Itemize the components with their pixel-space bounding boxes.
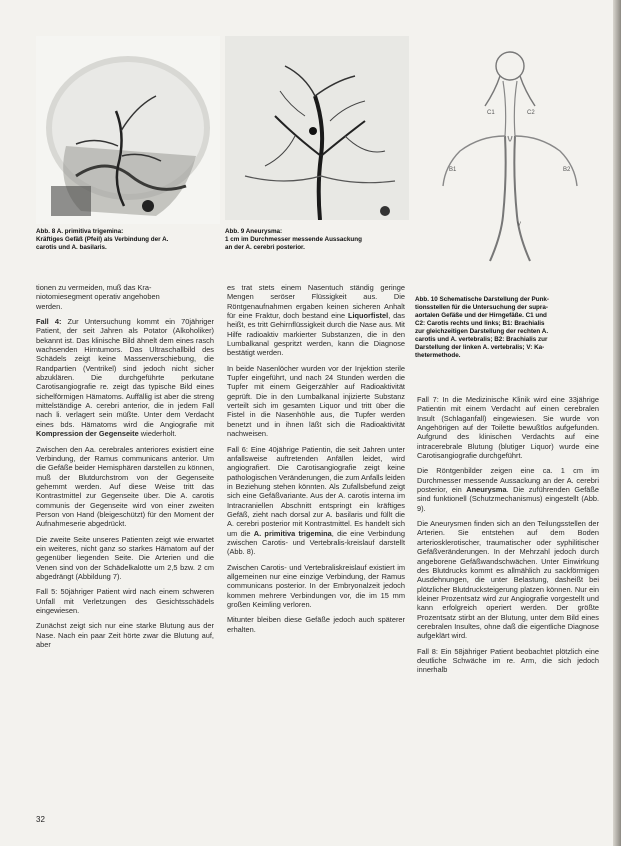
- col2-paragraph-1: [227, 283, 405, 358]
- col2-paragraph-case-6: [227, 445, 405, 557]
- case-4-label: Fall 4:: [36, 317, 62, 327]
- col1-paragraph-4: Die zweite Seite unseres Patienten zeigt wie erwartet ein weiteres, nicht ganz so starkes Hämatom auf der gegenüber liegenden Seite. Die Arterien und die Venen sind von der Schädelkalotte um 2,5 bzw. 2 cm abgedrängt (Abbildung 7).: [36, 534, 214, 581]
- text-column-1: [36, 283, 214, 655]
- svg-text:B1: B1: [449, 167, 457, 173]
- case-4-text-end: wiederholt.: [138, 429, 177, 439]
- vessel-schematic-drawing: [415, 36, 605, 276]
- col1-paragraph-case-5: Fall 5: 50jähriger Patient wird nach einem schweren Unfall mit Verletzungen des Gesichtsschädels eingewiesen.: [36, 587, 214, 615]
- skull-angiogram-drawing: [36, 36, 220, 224]
- case-4-emphasis: Kompression der Gegenseite: [36, 429, 139, 439]
- col3-paragraph-case-7: Fall 7: In die Medizinische Klinik wird eine 33jährige Patientin mit einem Verdacht auf einen cerebralen Insult (Schlaganfall) eingewiesen. Sie wurde von Angehörigen auf der Toilette bewußtlos aufgefunden. Aufgrund des klinischen Verdachts auf eine intracerebrale Blutung (blutiger Liquor) wurde eine Carotisangiografie durchgeführt.: [417, 395, 599, 461]
- col3-p2-text: Die Röntgenbilder zeigen eine ca. 1 cm im Durchmesser messende Aussackung an der A. cerebri posterior, ein: [417, 466, 599, 495]
- col1-paragraph-1: tionen zu vermeiden, muß das Kra- niotomiesegment operativ angehoben werden.: [36, 283, 160, 311]
- svg-text:B2: B2: [563, 167, 571, 173]
- figure-10-caption: Abb. 10 Schematische Darstellung der Punk- tionsstellen für die Untersuchung der supra- aortalen Gefäße und der Hirngefäße. C1 und C2: Carotis rechts und links; B1: Brachialis zur gleichzeitigen Darstellung der rechten A. carotis und A. vertebralis; B2: Brachialis zur Darstellung der linken A. vertebralis; V: Ka- thetermethode.: [415, 296, 550, 359]
- page-edge-shadow: [613, 0, 621, 846]
- aneurysma-emphasis: Aneurysma: [466, 485, 507, 495]
- col3-paragraph-case-8: Fall 8: Ein 58jähriger Patient beobachtet plötzlich eine deutliche Schwäche im re. Arm, die sich jedoch innerhalb: [417, 646, 599, 675]
- case-6-text-end: , die eine Verbindung zwischen Carotis- und Vertebralis-kreislauf darstellt (Abb. 8).: [227, 528, 405, 557]
- col1-paragraph-case-4: [36, 317, 214, 438]
- col2-p1-end: , das heißt, es tritt Gehirnflüssigkeit durch die Nase aus. Mit Hilfe radioaktiv markierter Substanzen, die in den Lumbalkanal gespritzt werden, kann die Diagnose bestätigt werden.: [227, 311, 405, 358]
- col2-paragraph-5: Mitunter bleiben diese Gefäße jedoch auch späterer erhalten.: [227, 615, 405, 634]
- col3-paragraph-2: [417, 466, 599, 513]
- col3-p2-end: . Die zuführenden Gefäße sind funktionell (Schutzmechanismus) eingestellt (Abb. 9).: [417, 485, 599, 513]
- figure-8-caption: Abb. 8 A. primitiva trigemina: Kräftiges Gefäß (Pfeil) als Verbindung der A. carotis und A. basilaris.: [36, 228, 169, 251]
- col2-paragraph-2: In beide Nasenlöcher wurden vor der Injektion sterile Tupfer eingeführt, und nach 24 Stunden werden die Tupfer mit einem Geigerzähler auf Radioaktivität geprüft. Die in den Lumbalkanal injizierte Substanz verteilt sich im gesamten Liquor und tritt über die Fistel in die Nasenhöhle aus, die Tupfer werden benetzt und in ihnen läßt sich die Radioaktivität nachweisen.: [227, 363, 405, 439]
- trigemina-emphasis: A. primitiva trigemina: [253, 528, 332, 538]
- col2-paragraph-4: Zwischen Carotis- und Vertebraliskreislauf existiert im allgemeinen nur eine einzige Verbindung, der Ramus communicans posterior. In der Embryonalzeit jedoch kommen mehrere Verbindungen vor, die im 15 mm großen Keimling verloren.: [227, 562, 405, 609]
- col1-paragraph-3: Zwischen den Aa. cerebrales anteriores existiert eine Verbindung, der Ramus communicans anterior. Um die Gefäße beider Hemisphären darstellen zu können, muß der Blutdurchstrom von der Gegenseite gehemmt werden. Auf diese Weise tritt das Kontrastmittel zur Gegenseite über. Die A. carotis communis der Gegenseite wird von einer zweiten Person von Hand (bleigeschützt) für den Moment der Aufnahmeserie abgedrückt.: [36, 444, 214, 529]
- page-number: 32: [36, 815, 45, 824]
- text-column-3: [417, 395, 599, 681]
- col2-p1-text: es trat stets einem Nasentuch ständig geringe Mengen seröser Flüssigkeit aus. Die Röntgenaufnahmen ergaben keinen sicheren Anhalt für eine Fraktur, doch bestand eine: [227, 283, 405, 321]
- figure-8-angiogram-image: [36, 36, 220, 224]
- figure-9-angiogram-image: [225, 36, 409, 220]
- liquorfistel-emphasis: Liquorfistel: [347, 311, 389, 321]
- svg-text:V: V: [517, 222, 522, 228]
- figure-9-caption: Abb. 9 Aneurysma: 1 cm im Durchmesser messende Aussackung an der A. cerebri posterior.: [225, 228, 362, 251]
- text-column-2: [227, 283, 405, 640]
- col3-paragraph-3: Die Aneurysmen finden sich an den Teilungsstellen der Arterien. Sie entstehen auf dem Boden arteriosklerotischer, traumatischer oder syphilitischer Gefäßveränderungen. In der Mehrzahl jedoch durch angeborene Gefäßwandschwächen. Unter Einwirkung des Blutdrucks kommt es allmählich zu sackförmigen Ausdehnungen, die unter Belastung, dasheißt bei plötzlicher Blutdrucksteigerung platzen können. Nur ein kleiner Prozentsatz wird zur Angiografie vorgestellt und kann erfolgreich operiert werden. Der größte Prozentsatz stirbt an der Blutung, unter dem Bild eines cerebralen Insultes, ohne daß die eigentliche Diagnose aufgeklärt wird.: [417, 519, 599, 641]
- vessel-angiogram-drawing: [225, 36, 409, 220]
- col1-paragraph-6: Zunächst zeigt sich nur eine starke Blutung aus der Nase. Nach ein paar Zeit hörte zwar die Blutung auf, aber: [36, 621, 214, 650]
- svg-text:C2: C2: [527, 110, 535, 116]
- svg-text:C1: C1: [487, 110, 495, 116]
- case-4-text: Zur Untersuchung kommt ein 70jähriger Patient, der seit Jahren als Potator (Alkoholiker) bekannt ist. Das klinische Bild ähnelt dem eines rasch wachsenden Hirntumors. Das Ultraschallbild des Schädels zeigt keine Massenverschiebung, die Randpartien (Ventrikel) sind jedoch nicht sicher abzuklären. Die durchgeführte perkutane Carotisangiografie re. zeigt das typische Bild eines sichelförmigen Hämatoms. Auffällig ist aber die streng mittelständige A. cerebri anterior, die in jedem Fall nach li. verlagert sein müßte. Unter dem Verdacht eines bds. Hämatoms wird die Angiografie mit: [36, 317, 214, 429]
- figure-10-schematic-diagram: [415, 36, 605, 276]
- case-6-text: Fall 6: Eine 40jährige Patientin, die seit Jahren unter anfallsweise auftretenden Anfällen leidet, wird angiografiert. Die Carotisangiografie zeigt keine pathologischen Veränderungen, die zum Anfalls leiden in Beziehung stehen könnten. Als Zufallsbefund zeigt sich eine Gefäßvariante. Aus der A. carotis interna im Intracraniellen Abschnitt entspringt ein kräftiges Gefäß, zieht nach dorsal zur A. basilaris und füllt die A. cerebri posterior mit Kontrastmittel. Es handelt sich um die: [227, 444, 405, 538]
